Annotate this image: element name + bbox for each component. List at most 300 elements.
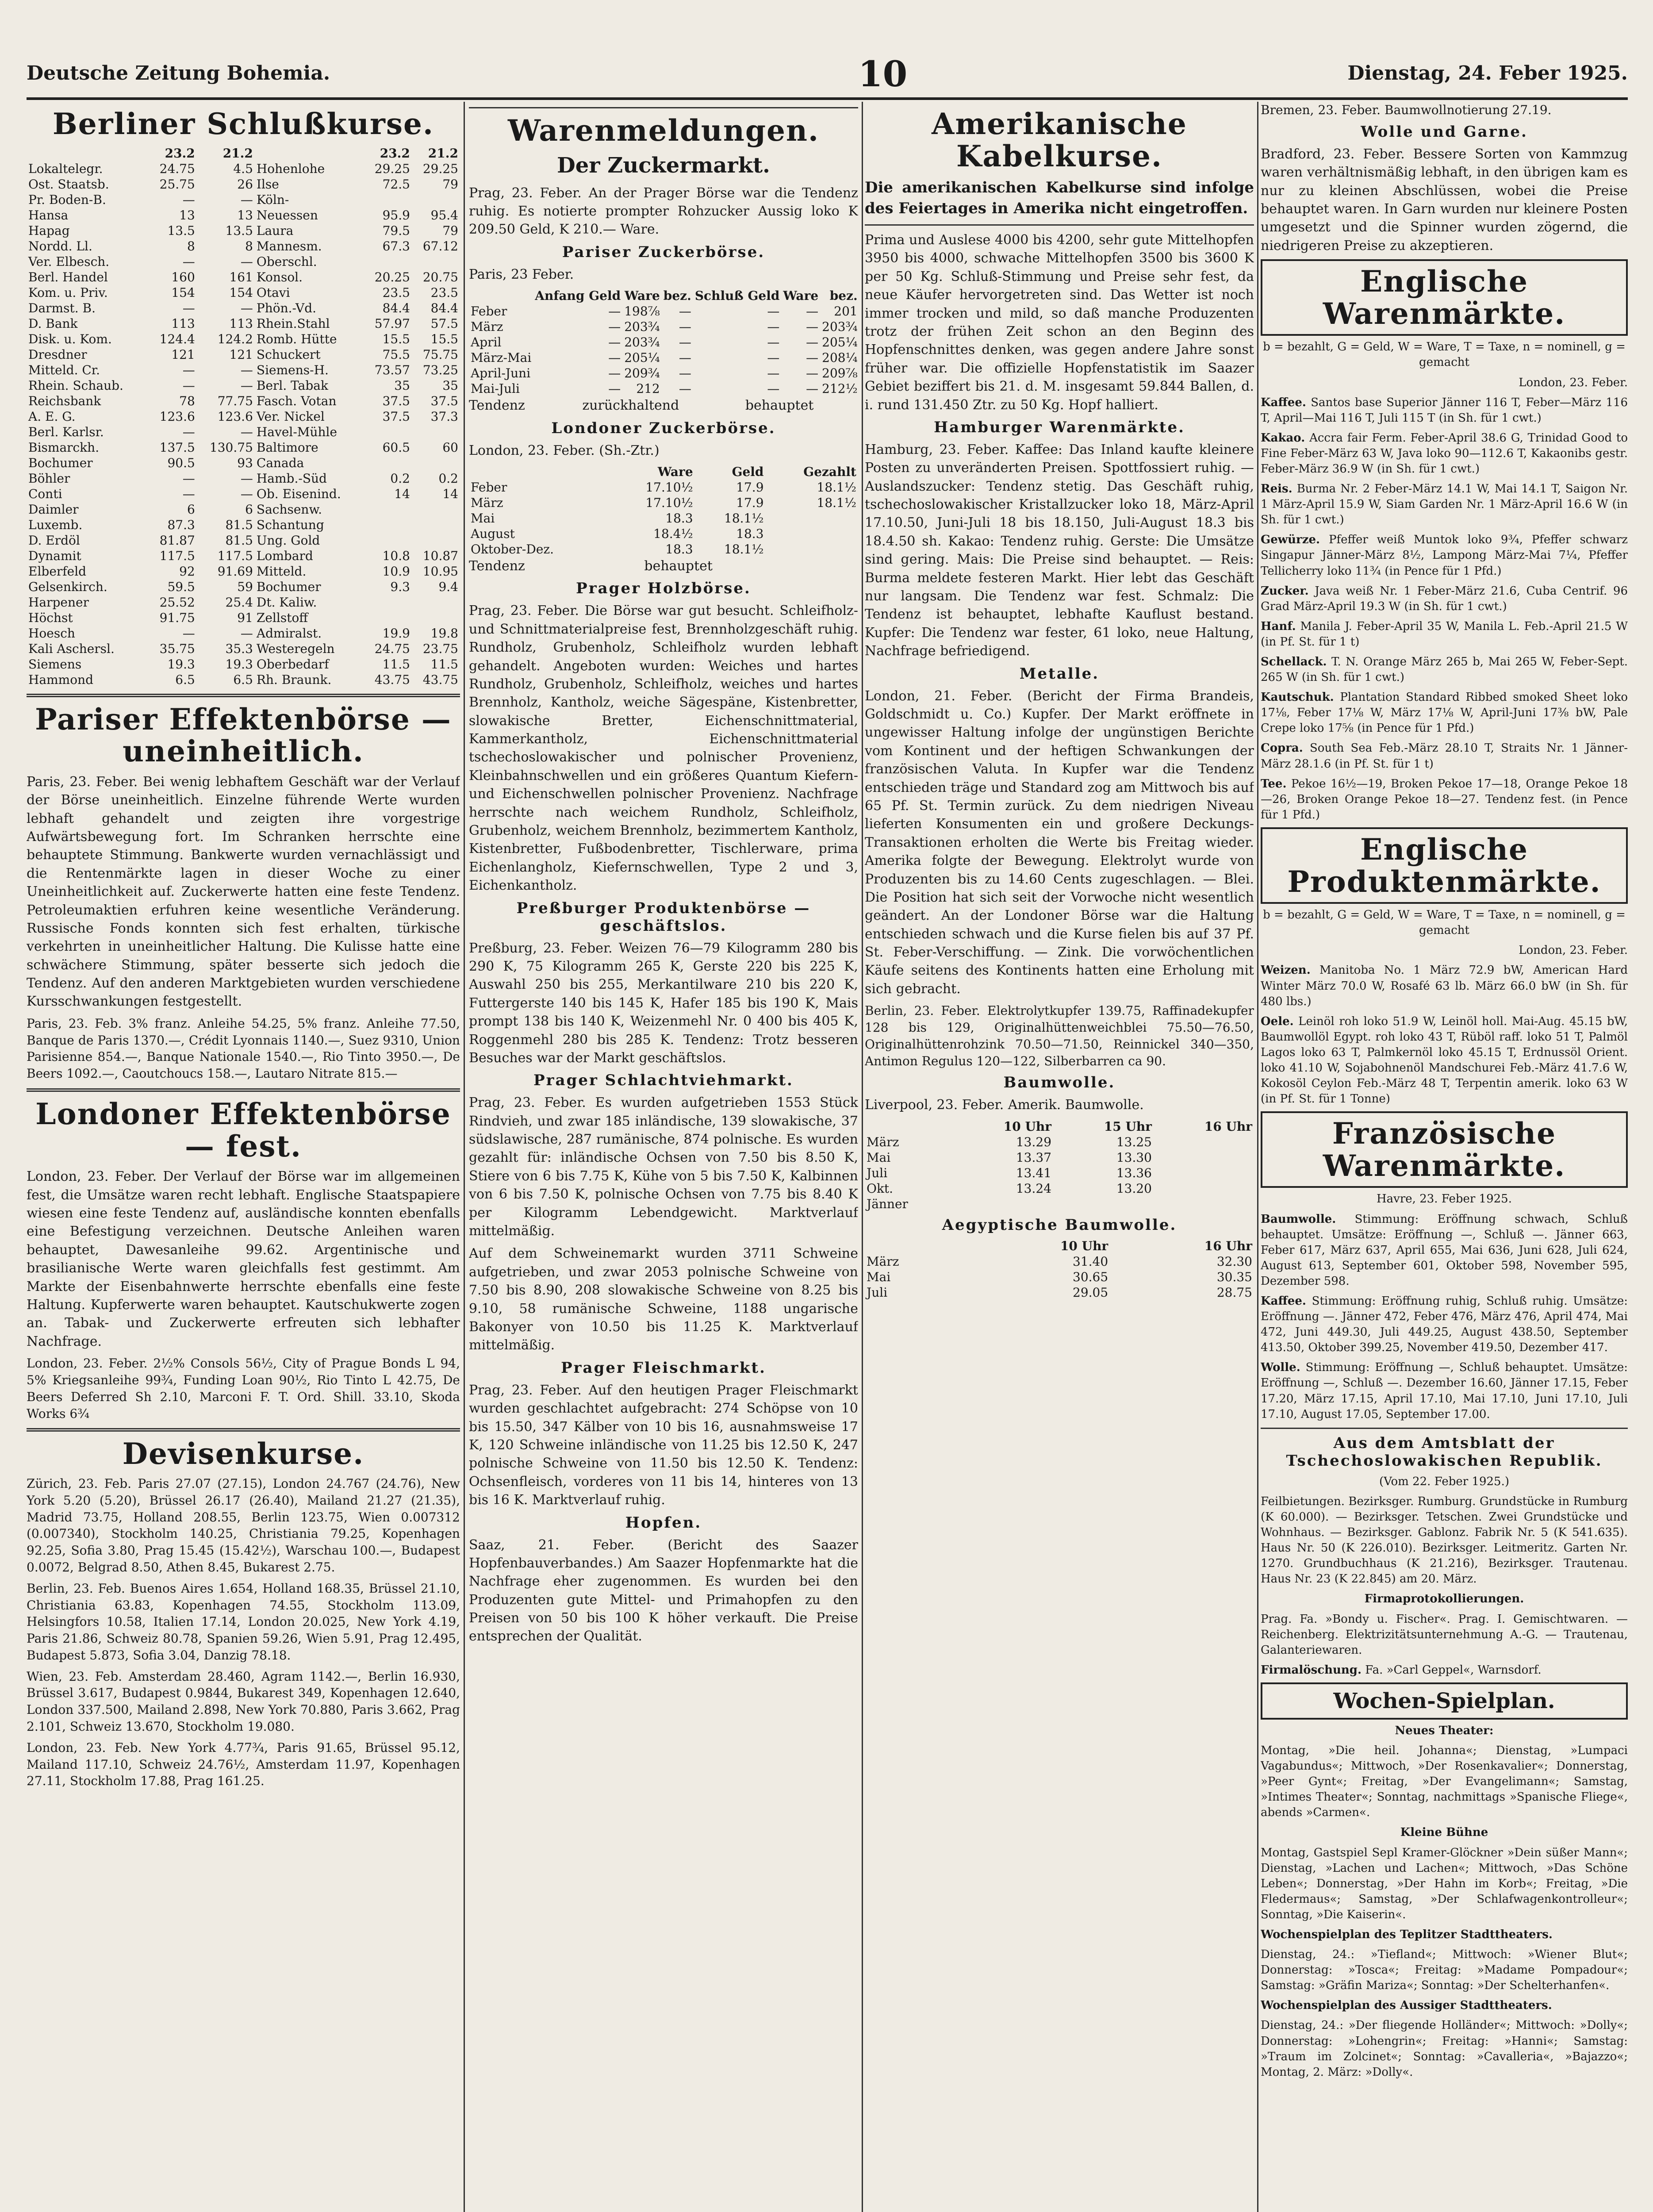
table-cell: 13.5 — [167, 223, 195, 238]
table-cell: 18.3 — [665, 541, 693, 557]
table-cell: — — [240, 486, 253, 501]
table-row — [469, 495, 858, 511]
table-cell: März — [471, 319, 503, 334]
col-head: 23.2 — [380, 146, 410, 161]
zucker-title: Der Zuckermarkt. — [557, 153, 770, 178]
table-cell: 16 Uhr — [1204, 1238, 1252, 1253]
table-cell: — — [608, 366, 621, 381]
table-cell: 18.3 — [736, 526, 764, 541]
table-row — [27, 579, 460, 595]
table-cell: 87.3 — [167, 517, 195, 532]
table-cell: 95.4 — [430, 207, 458, 223]
table-cell: 203¾ — [822, 319, 858, 334]
table-cell: 73.25 — [422, 362, 458, 377]
table-cell: Reichsbank — [28, 393, 101, 408]
schlachtvieh-text: Prag, 23. Feber. Es wurden aufgetrieben 1553 Stück Rindvieh, und zwar 185 inländische, 139 slowakische, 37 südslawische, 287 rumänische, 874 polnische. Es wurden gezahlt für: inländische Ochsen von 7.50 bis 8.50 K, Stiere von 6 bis 7.75 K, Kühe von 5 bis 7.50 K, Kalbinnen von 6 bis 7.50 K, polnische Ochsen von 7.75 bis 8.40 K per Kilogramm Lebendgewicht. Marktverlauf mittelmäßig. — [469, 1095, 858, 1239]
table-cell: 25.52 — [159, 595, 195, 610]
market-entry-text: Leinöl roh loko 51.9 W, Leinöl holl. Mai-Aug. 45.15 bW, Baumwollöl Egypt. roh loko 43 T, Rüböl raff. loko 51 T, Palmöl Lagos loko 63 T, Palmkernöl loko 45.15 T, Erdnussöl Orient. loko 41.10 W, Sojabohnenöl Mandschurei Feb.-März 41.7.6 W, Kokosöl Ceylon Feb.-März 48 T, Terpentin amerik. loko 63 W (in Pf. St. für 1 Tonne) — [1261, 1014, 1628, 1106]
table-cell: — — [679, 350, 691, 365]
table-cell: 60.5 — [382, 440, 410, 455]
table-cell: Lombard — [256, 548, 313, 563]
table-cell: Dresdner — [28, 347, 87, 362]
table-cell: 29.25 — [422, 161, 458, 176]
table-cell: — — [806, 366, 819, 381]
englische-produkten-box — [1261, 827, 1628, 904]
table-cell: Böhler — [28, 471, 70, 486]
issue-date: Dienstag, 24. Feber 1925. — [1347, 62, 1628, 84]
table-cell: 10 Uhr — [1003, 1119, 1052, 1134]
table-cell: 17.10½ — [645, 495, 693, 510]
table-cell: 15.5 — [382, 331, 410, 346]
table-cell: — — [182, 486, 195, 501]
table-cell: — — [182, 626, 195, 641]
table-row — [27, 672, 460, 687]
table-cell — [412, 610, 460, 626]
table-cell: 32.30 — [1216, 1254, 1252, 1269]
table-cell — [364, 517, 412, 533]
table-cell: Disk. u. Kom. — [28, 331, 112, 346]
englische-produkten-list — [1261, 963, 1628, 1107]
table-cell: — — [240, 254, 253, 269]
table-cell — [412, 517, 460, 533]
table-cell: Rhein.Stahl — [256, 316, 330, 331]
table-cell: 13.37 — [1016, 1150, 1052, 1165]
table-cell: 81.5 — [225, 533, 253, 548]
table-row — [27, 641, 460, 657]
table-cell: 31.40 — [1073, 1254, 1108, 1269]
table-cell: Hammond — [28, 672, 94, 687]
table-row — [865, 1285, 1254, 1300]
table-cell: 13.25 — [1116, 1134, 1152, 1149]
table-cell: 16 Uhr — [1204, 1119, 1252, 1134]
table-cell: 23.75 — [422, 641, 458, 656]
amtsblatt-sub: (Vom 22. Feber 1925.) — [1379, 1475, 1510, 1488]
market-entry — [1261, 1212, 1628, 1289]
table-cell: Kali Aschersl. — [28, 641, 115, 656]
table-cell: Ware — [783, 288, 819, 303]
market-entry — [1261, 1014, 1628, 1107]
table-cell: Ilse — [256, 177, 279, 192]
market-entry — [1261, 741, 1628, 772]
table-cell: — — [806, 381, 819, 396]
market-entry-title: Wolle. — [1261, 1361, 1300, 1375]
londoner-zucker-tendenz — [469, 557, 858, 575]
market-entry-text: Manitoba No. 1 März 72.9 bW, American Hard Winter März 70.0 W, Rosafé 63 lb. März 66.0 bW (in Sh. für 480 lbs.) — [1261, 964, 1628, 1008]
table-cell: Ware — [625, 288, 660, 303]
hamburg-text: Hamburg, 23. Feber. Kaffee: Das Inland kaufte kleinere Posten zu unveränderten Preisen. Spottfossiert ruhig. — Auslandszucker: Tendenz stetig. Das Geschäft ruhig, tschechoslowakischer Kristallzucker loko 18, März-April 17.10.50, Juni-Juli 18 bis 18.150, Juli-August 18.3 bis 18.4.50 sh. Kakao: Tendenz ruhig. Gerste: Die Umsätze sind gering. Mais: Die Preise sind behauptet. — Reis: Burma meldete festeren Markt. Hier lebt das Geschäft nur langsam. Die Tendenz war fest. Schmalz: Die Tendenz ist behauptet, lebhafte Kauflust bestand. Kupfer: Die Tendenz war fester, 61 loko, neue Haltung, Nachfrage befriedigend. — [865, 442, 1254, 659]
table-cell: Ver. Nickel — [256, 409, 325, 424]
table-cell: 9.4 — [438, 579, 458, 594]
table-cell: August — [471, 526, 515, 541]
column-divider — [1257, 102, 1258, 2212]
table-row — [27, 378, 460, 393]
table-cell — [364, 595, 412, 610]
table-cell — [412, 502, 460, 517]
market-entry — [1261, 963, 1628, 1009]
table-cell: 203¾ — [624, 335, 660, 350]
market-entry-text: Accra fair Ferm. Feber-April 38.6 G, Trinidad Good to Fine Feber-März 63 W, Java loko 90—112.6 T, Kakaonibs gestr. Feber-März 36.9 W (in Sh. für 1 cwt.) — [1261, 431, 1628, 476]
table-cell: 20.75 — [422, 269, 458, 284]
table-row — [865, 1165, 1254, 1181]
table-cell: 19.9 — [382, 626, 410, 641]
table-cell: — — [767, 304, 780, 319]
table-cell — [364, 610, 412, 626]
table-cell: Mai — [471, 511, 495, 526]
table-cell: Darmst. B. — [28, 300, 96, 315]
table-cell: April — [471, 335, 502, 350]
table-cell: 59.5 — [167, 579, 195, 594]
table-cell: 67.3 — [382, 238, 410, 253]
table-cell: 77.75 — [217, 393, 253, 408]
table-cell: Zellstoff — [256, 610, 308, 625]
produkten-text: Preßburg, 23. Feber. Weizen 76—79 Kilogramm 280 bis 290 K, 75 Kilogramm 265 K, Gerste 220 bis 225 K, Auswahl 250 bis 255, Merkantilware 210 bis 220 K, Futtergerste 140 bis 145 K, Hafer 185 bis 190 K, Mais prompt 138 bis 140 K, Weizenmehl Nr. 0 400 bis 405 K, Roggenmehl 280 bis 285 K. Tendenz: Trotz besseren Besuches war der Markt geschäftslos. — [469, 940, 858, 1066]
market-entry-title: Copra. — [1261, 741, 1303, 755]
table-cell: 26 — [237, 177, 253, 192]
table-cell: 13.24 — [1016, 1181, 1052, 1196]
warenmeldungen-title: Warenmeldungen. — [507, 113, 820, 148]
table-cell: Ung. Gold — [256, 533, 320, 548]
table-cell: 161 — [229, 269, 253, 284]
market-entry — [1261, 776, 1628, 823]
table-cell: Neuessen — [256, 207, 318, 223]
table-row — [865, 1181, 1254, 1196]
table-cell: — — [182, 471, 195, 486]
table-cell: Okt. — [867, 1181, 894, 1196]
market-entry-title: Kaffee. — [1261, 396, 1306, 409]
table-cell: 79 — [442, 177, 458, 192]
market-entry — [1261, 481, 1628, 528]
table-row — [27, 502, 460, 517]
table-cell: 18.1½ — [817, 495, 856, 510]
table-row — [27, 455, 460, 471]
table-cell: 154 — [171, 285, 195, 300]
table-cell: Conti — [28, 486, 62, 501]
franz-head: Havre, 23. Feber 1925. — [1377, 1192, 1512, 1206]
table-cell — [364, 424, 412, 440]
table-row — [469, 381, 858, 396]
berliner-table — [27, 146, 460, 687]
englische-produkten-legend: b = bezahlt, G = Geld, W = Ware, T = Taxe, n = nominell, g = gemacht — [1263, 908, 1626, 937]
table-cell: 6 — [187, 502, 195, 517]
berliner-title: Berliner Schlußkurse. — [52, 107, 434, 141]
table-cell: 19.8 — [430, 626, 458, 641]
table-row — [27, 626, 460, 641]
metalle-text: London, 21. Feber. (Bericht der Firma Brandeis, Goldschmidt u. Co.) Kupfer. Der Markt eröffnete in ungewisser Haltung infolge der ungünstigen Berichte vom Kontinent und der heftigen Schwankungen der französischen Valuta. In Kupfer war die Tendenz entschieden träge und Standard zog am Mittwoch bis auf 65 Pf. St. Termin zurück. Zu dem niedrigen Niveau lieferten Konsumenten ein und großere Deckungs-Transaktionen erholten die Werte bis Freitag wieder. Amerika folgte der Bewegung. Elektrolyt wurde von Produzenten bis zu 14.60 Cents zugeschlagen. — Blei. Die Position hat sich seit der Vorwoche nicht wesentlich geändert. An der Londoner Börse war die Haltung entschieden schwach und die Kurse fielen bis auf 37 Pf. St. Feber-Verschiffung. — Zink. Die vorwöchentlichen Käufe seitens des Kontinents hatten eine Erholung mit sich gebracht. — [865, 688, 1254, 997]
table-row — [469, 541, 858, 557]
table-cell: 4.5 — [233, 161, 253, 176]
market-entry-text: Stimmung: Eröffnung ruhig, Schluß ruhig. Umsätze: Eröffnung —. Jänner 472, Feber 476, März 476, April 474, Mai 472, Juni 449.30, Juli 449.25, August 438.50, September 413.50, Oktober 399.25, November 419.50, Dezember 417. — [1261, 1294, 1628, 1355]
table-cell: Daimler — [28, 502, 79, 517]
column-1 — [27, 102, 460, 2212]
table-cell — [1053, 1196, 1154, 1212]
table-cell: 78 — [179, 393, 195, 408]
berliner-header-row — [27, 146, 460, 161]
table-cell — [1154, 1196, 1254, 1212]
firmaloesch-title: Firmalöschung. — [1261, 1663, 1362, 1677]
table-cell: — — [608, 335, 621, 350]
london-quotes: London, 23. Feber. 2½% Consols 56½, City of Prague Bonds L 94, 5% Kriegsanleihe 99¾, Funding Loan 90½, Rio Tinto L 42.75, De Beers Deferred Sh 2.10, Marconi F. T. Ord. Shill. 33.10, Skoda Works 6¾ — [27, 1356, 460, 1421]
table-row — [27, 269, 460, 285]
table-cell: 14 — [394, 486, 410, 501]
londoner-zucker-title: Londoner Zuckerbörse. — [551, 419, 776, 437]
market-entry-text: Pekoe 16½—19, Broken Pekoe 17—18, Orange Pekoe 18—26, Broken Orange Pekoe 18—27. Tendenz fest. (in Pence für 1 Pfd.) — [1261, 777, 1628, 822]
table-cell: 25.75 — [159, 177, 195, 192]
table-cell: — — [182, 424, 195, 439]
table-cell: Mai-Juli — [471, 381, 520, 396]
table-cell: — — [182, 254, 195, 269]
table-row — [27, 564, 460, 579]
table-cell: Juli — [867, 1165, 888, 1180]
table-header-row — [865, 1238, 1254, 1254]
column-2 — [469, 102, 858, 2212]
englische-waren-legend: b = bezahlt, G = Geld, W = Ware, T = Taxe, n = nominell, g = gemacht — [1263, 340, 1626, 369]
table-cell — [865, 1238, 966, 1254]
table-cell: März — [867, 1254, 899, 1269]
teplitz-title: Wochenspielplan des Teplitzer Stadttheaters. — [1261, 1928, 1553, 1942]
table-cell: 124.2 — [217, 331, 253, 346]
aegypt-table — [865, 1238, 1254, 1300]
table-row — [469, 334, 858, 350]
table-cell: 93 — [237, 455, 253, 470]
table-row — [27, 424, 460, 440]
table-cell: 209¾ — [624, 366, 660, 381]
table-cell: 208¼ — [822, 350, 858, 365]
table-cell: 6.5 — [175, 672, 195, 687]
table-cell: Bismarckh. — [28, 440, 100, 455]
market-entry — [1261, 1360, 1628, 1422]
column-3 — [865, 102, 1254, 2212]
table-cell: 59 — [237, 579, 253, 594]
wolle-title: Wolle und Garne. — [1361, 123, 1528, 141]
table-cell: Juli — [867, 1285, 888, 1300]
market-entry-title: Oele. — [1261, 1014, 1294, 1028]
neues-theater-title: Neues Theater: — [1395, 1724, 1494, 1737]
table-row — [469, 319, 858, 334]
table-cell: Hohenlohe — [256, 161, 325, 176]
table-cell: 13.29 — [1016, 1134, 1052, 1149]
table-cell: 11.5 — [382, 657, 410, 672]
table-cell: 6.5 — [233, 672, 253, 687]
col-head: 23.2 — [165, 146, 195, 161]
spielplan-box — [1261, 1682, 1628, 1720]
table-row — [27, 238, 460, 254]
table-row — [27, 285, 460, 300]
table-cell: 198⅞ — [624, 304, 660, 319]
table-row — [865, 1150, 1254, 1165]
table-cell: 25.4 — [225, 595, 253, 610]
table-cell: 212 — [636, 381, 660, 396]
englische-produkten-head: London, 23. Feber. — [1519, 944, 1628, 957]
table-cell — [1154, 1165, 1254, 1181]
table-cell: 117.5 — [159, 548, 195, 563]
table-cell — [865, 1119, 953, 1134]
market-entry-text: South Sea Feb.-März 28.10 T, Straits Nr. 1 Jänner-März 28.1.6 (in Pf. St. für 1 t) — [1261, 741, 1628, 771]
table-cell — [953, 1196, 1053, 1212]
table-cell: Mai — [867, 1150, 891, 1165]
table-cell: 84.4 — [430, 300, 458, 315]
table-cell: 91.75 — [159, 610, 195, 625]
divider — [27, 694, 460, 697]
devisen-wien: Wien, 23. Feb. Amsterdam 28.460, Agram 1142.—, Berlin 16.930, Brüssel 3.617, Budapest 0.9844, Bukarest 349, Kopenhagen 12.640, London 337.500, Mailand 2.898, New York 70.880, Paris 3.662, Prag 2.101, Schweiz 13.670, Stockholm 19.080. — [27, 1669, 460, 1734]
table-cell: Gelsenkirch. — [28, 579, 107, 594]
hopfen-title: Hopfen. — [625, 1513, 702, 1532]
market-entry-title: Hanf. — [1261, 619, 1296, 633]
table-cell: 35 — [394, 378, 410, 393]
table-row — [27, 254, 460, 269]
table-cell: Lokaltelegr. — [28, 161, 103, 176]
bradford-text: Bradford, 23. Feber. Bessere Sorten von Kammzug waren verhältnismäßig lebhaft, in den übrigen kam es nur zu kleinen Abschlüssen, wobei die Preise behauptet waren. In Garn wurden nur kleinere Posten umgesetzt und die Spinner wurden zögernd, die niedrigeren Preise zu akzeptieren. — [1261, 146, 1628, 253]
table-cell: 123.6 — [159, 409, 195, 424]
market-entry-text: T. N. Orange März 265 b, Mai 265 W, Feber-Sept. 265 W (in Sh. für 1 cwt.) — [1261, 655, 1628, 684]
column-4 — [1261, 102, 1628, 2212]
table-cell: Mai — [867, 1269, 891, 1284]
table-cell: 19.3 — [225, 657, 253, 672]
table-cell: Rh. Braunk. — [256, 672, 332, 687]
table-cell: 37.5 — [382, 393, 410, 408]
devisen-title: Devisenkurse. — [122, 1436, 364, 1471]
table-cell: 43.75 — [374, 672, 410, 687]
table-cell: — — [767, 381, 780, 396]
table-cell: 29.25 — [374, 161, 410, 176]
table-cell: Laura — [256, 223, 294, 238]
table-cell: 57.5 — [430, 316, 458, 331]
table-cell: 124.4 — [159, 331, 195, 346]
table-cell: — — [608, 319, 621, 334]
kleine-buehne-title: Kleine Bühne — [1400, 1826, 1488, 1839]
table-cell: 137.5 — [159, 440, 195, 455]
table-cell: 10 Uhr — [1060, 1238, 1108, 1253]
table-row — [469, 350, 858, 365]
table-row — [865, 1254, 1254, 1269]
col-head: 21.2 — [428, 146, 458, 161]
table-row — [27, 533, 460, 548]
table-row — [27, 409, 460, 424]
englische-produkten-title: Englische Produktenmärkte. — [1287, 832, 1601, 899]
table-cell: 123.6 — [217, 409, 253, 424]
table-cell: Ware — [657, 464, 693, 479]
table-cell: 160 — [171, 269, 195, 284]
table-cell: Bochumer — [28, 455, 93, 470]
table-cell: — — [240, 424, 253, 439]
table-cell: Berl. Handel — [28, 269, 108, 284]
market-entry-text: Stimmung: Eröffnung —, Schluß behauptet. Umsätze: Eröffnung —, Schluß —. Dezember 16.60, Jänner 17.15, Feber 17.20, März 17.15, April 17.10, Mai 17.10, Juni 17.10, Juli 17.10, August 17.05, September 17.00. — [1261, 1361, 1628, 1421]
table-cell: Hamb.-Süd — [256, 471, 327, 486]
table-cell: Schuckert — [256, 347, 321, 362]
englische-waren-box — [1261, 259, 1628, 336]
table-cell — [1154, 1181, 1254, 1196]
table-cell: Feber — [471, 304, 507, 319]
paris-text: Paris, 23. Feber. Bei wenig lebhaftem Geschäft war der Verlauf der Börse uneinheitlich. Einzelne führende Werte wurden lebhaft gehandelt und zeigten ihre vorgestrige Aufwärtsbewegung fort. Im Schranken herrschte eine behauptete Stimmung. Bankwerte wurden vernachlässigt und die Rentenmärkte lagen in dieser Woche zu einer Uneinheitlichkeit auf. Zuckerwerte hatten eine feste Tendenz. Petroleumaktien erfuhren keine wesentliche Veränderung. Russische Fonds konnten sich fest erhalten, türkische verkehrten in uneinheitlicher Haltung. Die Kulisse hatte eine schwächere Stimmung, später besserte sich jedoch die Tendenz. Auf den anderen Marktgebieten wurden verschiedene Kursschwankungen festgestellt. — [27, 774, 460, 1010]
table-cell: 72.5 — [382, 177, 410, 192]
table-cell: 201 — [834, 304, 858, 319]
market-entry — [1261, 654, 1628, 685]
table-row — [27, 657, 460, 672]
firmaloesch-text: Fa. »Carl Geppel«, Warnsdorf. — [1365, 1663, 1542, 1677]
table-cell — [469, 288, 533, 303]
table-cell: Berl. Tabak — [256, 378, 328, 393]
market-entry-title: Baumwolle. — [1261, 1212, 1336, 1226]
table-cell: A. E. G. — [28, 409, 76, 424]
zucker-text: Prag, 23. Feber. An der Prager Börse war die Tendenz ruhig. Es notierte prompter Rohzucker Aussig loko K 209.50 Geld, K 210.— Ware. — [469, 185, 858, 238]
baumwolle-title: Baumwolle. — [1003, 1074, 1116, 1092]
table-cell: Ost. Staatsb. — [28, 177, 109, 192]
table-cell: — — [679, 335, 691, 350]
schweine-text: Auf dem Schweinemarkt wurden 3711 Schweine aufgetrieben, und zwar 2053 polnische Schweine von 7.50 bis 8.90, 208 slowakische Schweine von 8.25 bis 9.10, 58 rumänische Schweine, 1188 ungarische Bakonyer von 10.50 bis 11.25 K. Marktverlauf mittelmäßig. — [469, 1246, 858, 1353]
table-cell: Ver. Elbesch. — [28, 254, 110, 269]
hamburg-title: Hamburger Warenmärkte. — [934, 418, 1185, 436]
table-cell: — — [240, 626, 253, 641]
table-cell — [412, 595, 460, 610]
table-cell: Phön.-Vd. — [256, 300, 317, 315]
table-cell: — — [182, 192, 195, 207]
table-row — [469, 303, 858, 319]
table-row — [469, 511, 858, 526]
table-cell: 17.9 — [736, 480, 764, 495]
table-cell: 6 — [245, 502, 253, 517]
page-number: 10 — [858, 53, 908, 95]
paper-name: Deutsche Zeitung Bohemia. — [27, 62, 330, 84]
table-cell: Admiralst. — [256, 626, 322, 641]
table-cell: — — [806, 350, 819, 365]
table-cell: 35 — [442, 378, 458, 393]
column-divider — [862, 102, 863, 2212]
market-entry-text: Stimmung: Eröffnung schwach, Schluß behauptet. Umsätze: Eröffnung —, Schluß —. Jänner 663, Feber 617, März 637, April 655, Mai 636, Juni 628, Juli 624, August 613, September 601, Oktober 598, November 595, Dezember 598. — [1261, 1212, 1628, 1288]
table-cell: 24.75 — [159, 161, 195, 176]
london-text: London, 23. Feber. Der Verlauf der Börse war im allgemeinen fest, die Umsätze waren recht lebhaft. Englische Staatspapiere wiesen eine feste Tendenz auf, ausländische konnten ebenfalls eine Befestigung verzeichnen. Deutsche Anleihen waren behauptet, Dawesanleihe 99.62. Argentinische und brasilianische Werte waren gleichfalls fest gestimmt. Am Markte der Eisenbahnwerte herrschte ebenfalls eine feste Haltung. Kupferwerte waren behauptet. Kautschukwerte zogen an. Tabak- und Zuckerwerte erfreuten sich lebhafter Nachfrage. — [27, 1169, 460, 1349]
table-row — [27, 192, 460, 207]
table-cell: 81.5 — [225, 517, 253, 532]
market-entry — [1261, 395, 1628, 426]
tendenz-schluss: behauptet — [745, 398, 814, 414]
englische-waren-list — [1261, 395, 1628, 823]
table-cell: Ob. Eisenind. — [256, 486, 341, 501]
table-cell: Oberbedarf — [256, 657, 329, 672]
table-cell: April-Juni — [471, 366, 531, 381]
table-cell: 18.1½ — [724, 511, 764, 526]
fleisch-title: Prager Fleischmarkt. — [561, 1359, 766, 1377]
divider — [1261, 1428, 1628, 1429]
table-cell — [412, 192, 460, 207]
market-entry-title: Weizen. — [1261, 964, 1311, 977]
table-cell: — — [806, 304, 819, 319]
table-cell: 13.5 — [225, 223, 253, 238]
devisen-london: London, 23. Feb. New York 4.77¾, Paris 91.65, Brüssel 95.12, Mailand 117.10, Schweiz 24.76½, Amsterdam 11.97, Kopenhagen 27.11, Stockholm 17.88, Prag 161.25. — [27, 1740, 460, 1789]
table-cell: 81.87 — [159, 533, 195, 548]
pariser-zucker-head: Paris, 23 Feber. — [469, 266, 574, 282]
table-cell: 18.1½ — [817, 480, 856, 495]
table-cell: Bochumer — [256, 579, 321, 594]
table-cell — [766, 526, 858, 541]
market-entry-title: Reis. — [1261, 482, 1292, 496]
table-header-row — [469, 464, 858, 480]
table-cell: Mannesm. — [256, 238, 322, 253]
table-cell: 73.57 — [374, 362, 410, 377]
table-cell: — — [806, 319, 819, 334]
table-cell: 95.9 — [382, 207, 410, 223]
table-cell: — — [182, 362, 195, 377]
table-cell: — — [679, 319, 691, 334]
col-head: 21.2 — [222, 146, 253, 161]
table-cell: Luxemb. — [28, 517, 83, 532]
table-cell: Konsol. — [256, 269, 303, 284]
table-cell: März — [867, 1134, 899, 1149]
table-cell: Kom. u. Priv. — [28, 285, 108, 300]
table-cell: Harpener — [28, 595, 89, 610]
table-cell: 15 Uhr — [1104, 1119, 1152, 1134]
table-cell: 113 — [171, 316, 195, 331]
market-entry — [1261, 532, 1628, 579]
table-cell: 24.75 — [374, 641, 410, 656]
